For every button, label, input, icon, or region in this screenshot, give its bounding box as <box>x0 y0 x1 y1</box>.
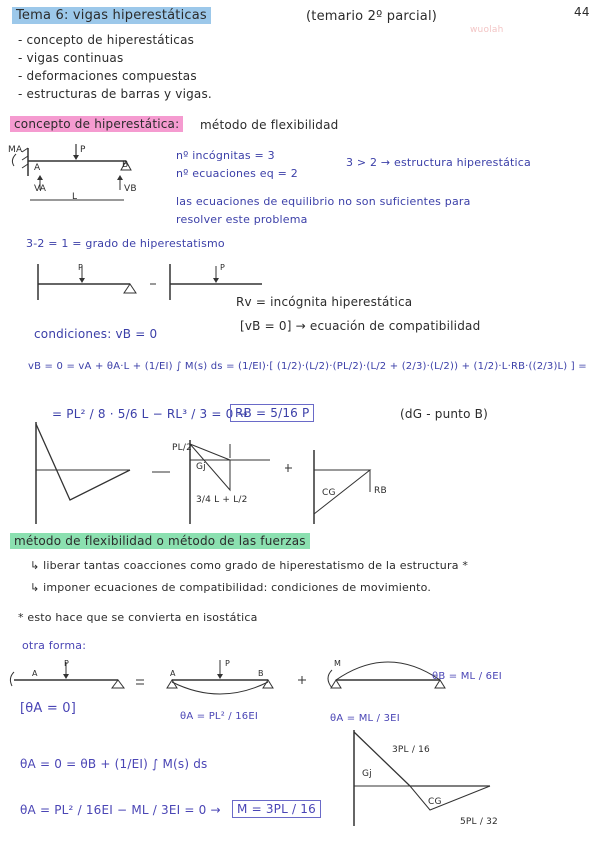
m-result-box: M = 3PL / 16 <box>232 800 321 818</box>
conditions: condiciones: vB = 0 <box>34 327 158 341</box>
label-a: A <box>34 163 41 173</box>
topic-item: - vigas continuas <box>18 51 124 65</box>
compat-equation: θA = 0 = θB + (1/EI) ∫ M(s) ds <box>20 757 208 771</box>
rv-label: Rv = incógnita hiperestática <box>236 295 413 309</box>
section-heading: método de flexibilidad o método de las fuerzas <box>10 535 310 547</box>
label-5pl32: 5PL / 32 <box>460 817 498 827</box>
label-cg: CG <box>428 797 442 807</box>
hyperstatic-degree: 3-2 = 1 = grado de hiperestatismo <box>26 237 225 250</box>
label-va: VA <box>34 184 47 194</box>
hyperstatic-comparison: 3 > 2 → estructura hiperestática <box>346 156 531 169</box>
label-rb: RB <box>374 486 387 496</box>
theta-a-condition: [θA = 0] <box>20 701 77 716</box>
equation-main: vB = 0 = vA + θA·L + (1/EI) ∫ M(s) ds = (1/EI)·[ (1/2)·(L/2)·(PL/2)·(L/2 + (2/3)·(L/2)) + (1/2)·L·RB·((2/3)L) ] = <box>28 361 587 372</box>
equation-result: = PL² / 8 · 5/6 L − RL³ / 3 = 0 → <box>52 407 248 421</box>
theta-a-result: θA = PL² / 16EI <box>180 711 259 722</box>
theta-b-result: θB = ML / 6EI <box>432 671 502 682</box>
label-pl2: PL/2 <box>172 443 192 453</box>
label-a: A <box>170 669 176 678</box>
label-p: P <box>64 659 70 668</box>
label-b: B <box>258 669 264 678</box>
section-subheading: método de flexibilidad <box>200 118 339 132</box>
isostatic-note: * esto hace que se convierta en isostática <box>18 611 258 624</box>
topic-item: - estructuras de barras y vigas. <box>18 87 212 101</box>
note-line: las ecuaciones de equilibrio no son suficientes para <box>176 195 471 208</box>
label-p: P <box>220 263 226 272</box>
label-l: L <box>72 192 78 202</box>
rb-result-box: RB = 5/16 P <box>230 404 314 422</box>
label-3pl16: 3PL / 16 <box>392 745 430 755</box>
section-heading: concepto de hiperestática: <box>10 118 183 130</box>
label-a: A <box>32 669 38 678</box>
label-p: P <box>80 145 86 155</box>
watermark: wuolah <box>470 25 504 35</box>
compat-equation-2: θA = PL² / 16EI − ML / 3EI = 0 → <box>20 803 221 817</box>
note-line: resolver este problema <box>176 213 308 226</box>
page-number: 44 <box>574 5 590 19</box>
unknowns-count: nº incógnitas = 3 <box>176 149 275 162</box>
method-bullet: ↳ imponer ecuaciones de compatibilidad: condiciones de movimiento. <box>30 581 432 594</box>
label-p: P <box>78 263 84 272</box>
label-b: B <box>122 160 129 170</box>
other-way: otra forma: <box>22 639 87 652</box>
label-vb: VB <box>124 184 137 194</box>
label-3l4: 3/4 L + L/2 <box>196 495 248 505</box>
label-ma: MA <box>8 145 23 155</box>
page-title: Tema 6: vigas hiperestáticas <box>12 9 211 22</box>
compat-label: [vB = 0] → ecuación de compatibilidad <box>240 319 481 333</box>
moment-diagrams-1 <box>30 420 390 530</box>
label-m: M <box>334 659 342 668</box>
label-gj: Gj <box>362 769 372 779</box>
label-gj: Gj <box>196 462 206 472</box>
exam-note: (temario 2º parcial) <box>306 9 438 24</box>
method-bullet: ↳ liberar tantas coacciones como grado de hiperestatismo de la estructura * <box>30 559 469 572</box>
label-p: P <box>225 659 231 668</box>
beam-diagram-2 <box>30 260 270 310</box>
label-cg: CG <box>322 488 336 498</box>
theta-a-result-2: θA = ML / 3EI <box>330 713 400 724</box>
dg-note: (dG - punto B) <box>400 407 488 421</box>
topic-item: - concepto de hiperestáticas <box>18 33 195 47</box>
equations-count: nº ecuaciones eq = 2 <box>176 167 298 180</box>
topic-item: - deformaciones compuestas <box>18 69 197 83</box>
